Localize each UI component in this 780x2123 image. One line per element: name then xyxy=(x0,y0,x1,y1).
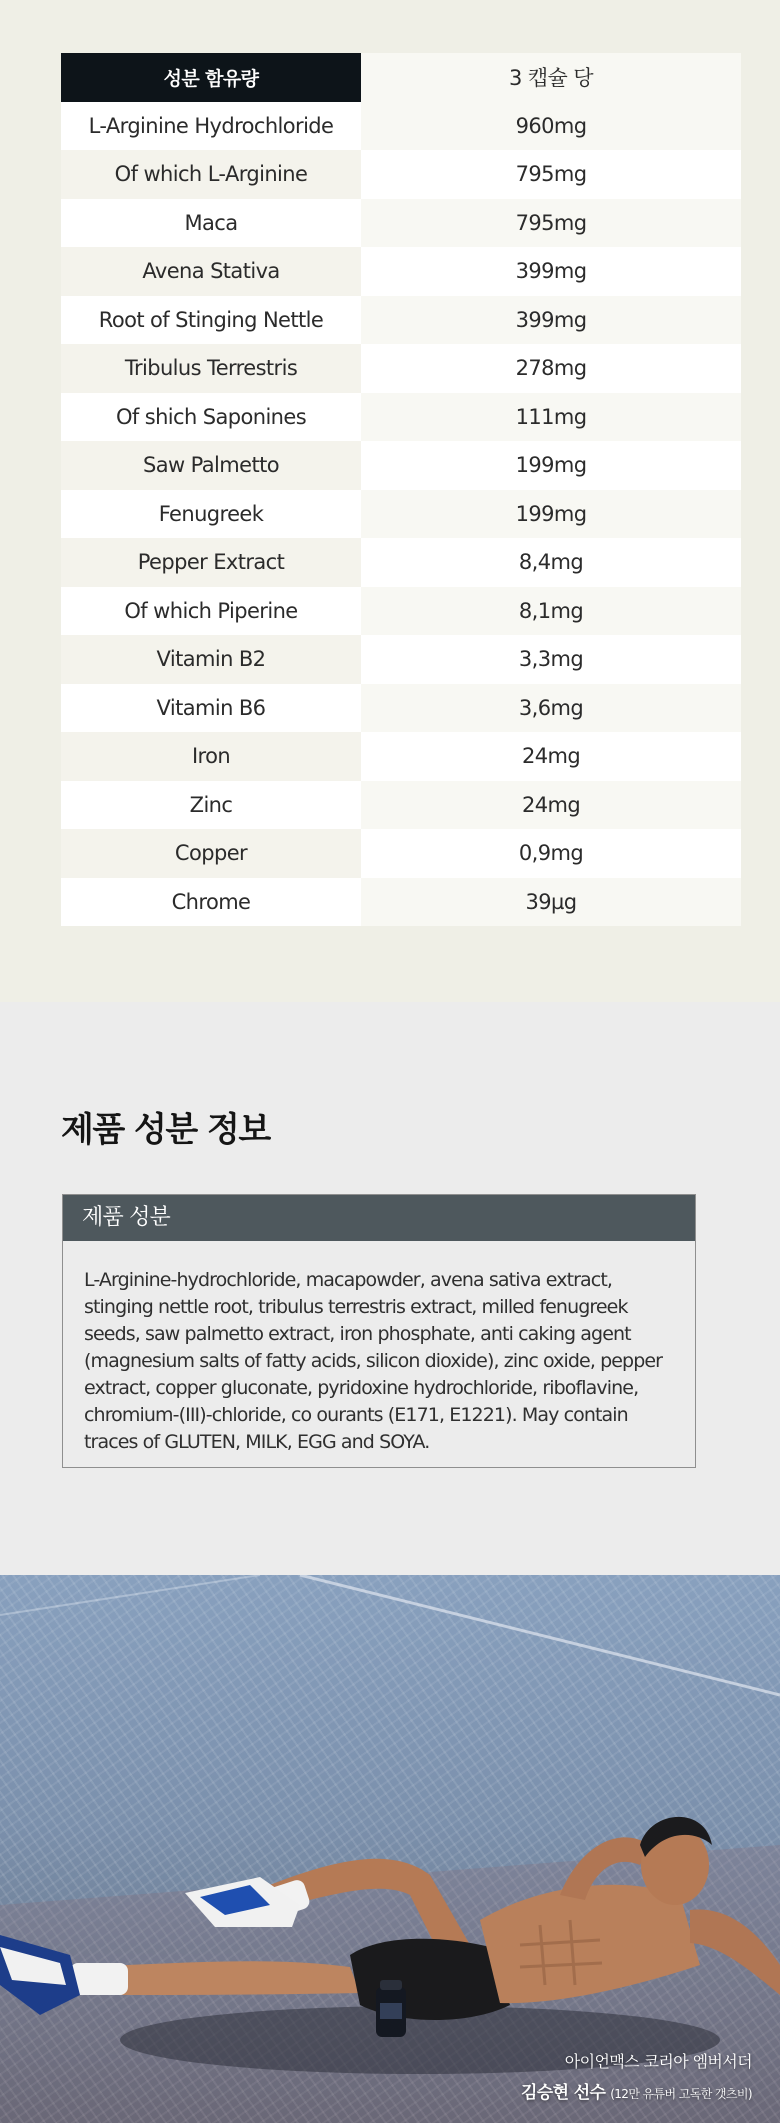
ingredient-name: Vitamin B2 xyxy=(61,635,361,684)
ingredient-amount: 795mg xyxy=(361,150,741,199)
column-header-per-serving: 3 캡슐 당 xyxy=(361,53,741,102)
ingredient-name: Iron xyxy=(61,732,361,781)
ingredient-amount: 3,6mg xyxy=(361,684,741,733)
ingredient-amount: 278mg xyxy=(361,344,741,393)
nutrition-row xyxy=(61,490,741,539)
ingredient-amount: 399mg xyxy=(361,296,741,345)
nutrition-row xyxy=(61,150,741,199)
ingredient-amount: 199mg xyxy=(361,441,741,490)
ingredient-name: Root of Stinging Nettle xyxy=(61,296,361,345)
ingredient-list-text: L-Arginine-hydrochloride, macapowder, avena sativa extract, stinging nettle root, tribulus terrestris extract, milled fenugreek seeds, saw palmetto extract, iron phosphate, anti caking agent (magnesium salts of fatty acids, silicon dioxide), zinc oxide, pepper extract, copper gluconate, pyridoxine hydrochloride, riboflavine, chromium-(III)-chloride, co ourants (E171, E1221). May contain traces of GLUTEN, MILK, EGG and SOYA. xyxy=(84,1269,663,1453)
ingredient-info-section xyxy=(0,1002,780,1575)
ingredient-amount: 8,1mg xyxy=(361,587,741,636)
athlete-illustration xyxy=(0,1575,780,2123)
nutrition-row xyxy=(61,102,741,151)
caption-note: (12만 유튜버 고독한 갯츠비) xyxy=(610,2087,752,2101)
ingredient-name: Of which Piperine xyxy=(61,587,361,636)
ingredient-amount: 24mg xyxy=(361,732,741,781)
ingredient-name: Zinc xyxy=(61,781,361,830)
nutrition-row xyxy=(61,732,741,781)
caption-title: 아이언맥스 코리아 엠버서더 xyxy=(564,2052,752,2071)
ingredient-name: Fenugreek xyxy=(61,490,361,539)
ingredient-name: Of which L-Arginine xyxy=(61,150,361,199)
ingredient-amount: 24mg xyxy=(361,781,741,830)
ingredient-name: Copper xyxy=(61,829,361,878)
ingredient-amount: 960mg xyxy=(361,102,741,151)
section-title: 제품 성분 정보 xyxy=(61,1110,270,1150)
ingredient-name: Of shich Saponines xyxy=(61,393,361,442)
nutrition-row xyxy=(61,441,741,490)
nutrition-row xyxy=(61,781,741,830)
ingredient-amount: 39µg xyxy=(361,878,741,927)
ingredient-name: Tribulus Terrestris xyxy=(61,344,361,393)
caption-name: 김승현 선수 xyxy=(520,2083,606,2103)
ingredient-amount: 399mg xyxy=(361,247,741,296)
column-header-ingredient: 성분 함유량 xyxy=(61,53,361,102)
ambassador-photo xyxy=(0,1575,780,2123)
ingredient-name: Vitamin B6 xyxy=(61,684,361,733)
nutrition-row xyxy=(61,344,741,393)
photo-caption xyxy=(521,2049,752,2103)
ingredient-name: L-Arginine Hydrochloride xyxy=(61,102,361,151)
ingredient-name: Saw Palmetto xyxy=(61,441,361,490)
nutrition-row xyxy=(61,538,741,587)
nutrition-section xyxy=(0,0,780,1002)
ingredient-amount: 111mg xyxy=(361,393,741,442)
nutrition-row xyxy=(61,878,741,927)
nutrition-row xyxy=(61,635,741,684)
nutrition-row xyxy=(61,199,741,248)
nutrition-row xyxy=(61,587,741,636)
nutrition-row xyxy=(61,247,741,296)
nutrition-row xyxy=(61,393,741,442)
ingredient-name: Avena Stativa xyxy=(61,247,361,296)
nutrition-row xyxy=(61,296,741,345)
ingredient-amount: 795mg xyxy=(361,199,741,248)
nutrition-row xyxy=(61,684,741,733)
nutrition-header-row xyxy=(61,53,741,102)
ingredient-name: Maca xyxy=(61,199,361,248)
ingredient-box-title: 제품 성분 xyxy=(63,1195,695,1241)
nutrition-row xyxy=(61,829,741,878)
nutrition-table-body xyxy=(61,102,741,927)
caption-person xyxy=(521,2078,752,2103)
nutrition-table xyxy=(61,53,741,926)
ingredient-amount: 8,4mg xyxy=(361,538,741,587)
ingredient-box xyxy=(62,1194,696,1468)
ingredient-amount: 0,9mg xyxy=(361,829,741,878)
ingredient-name: Pepper Extract xyxy=(61,538,361,587)
ingredient-amount: 199mg xyxy=(361,490,741,539)
ingredient-amount: 3,3mg xyxy=(361,635,741,684)
ingredient-name: Chrome xyxy=(61,878,361,927)
